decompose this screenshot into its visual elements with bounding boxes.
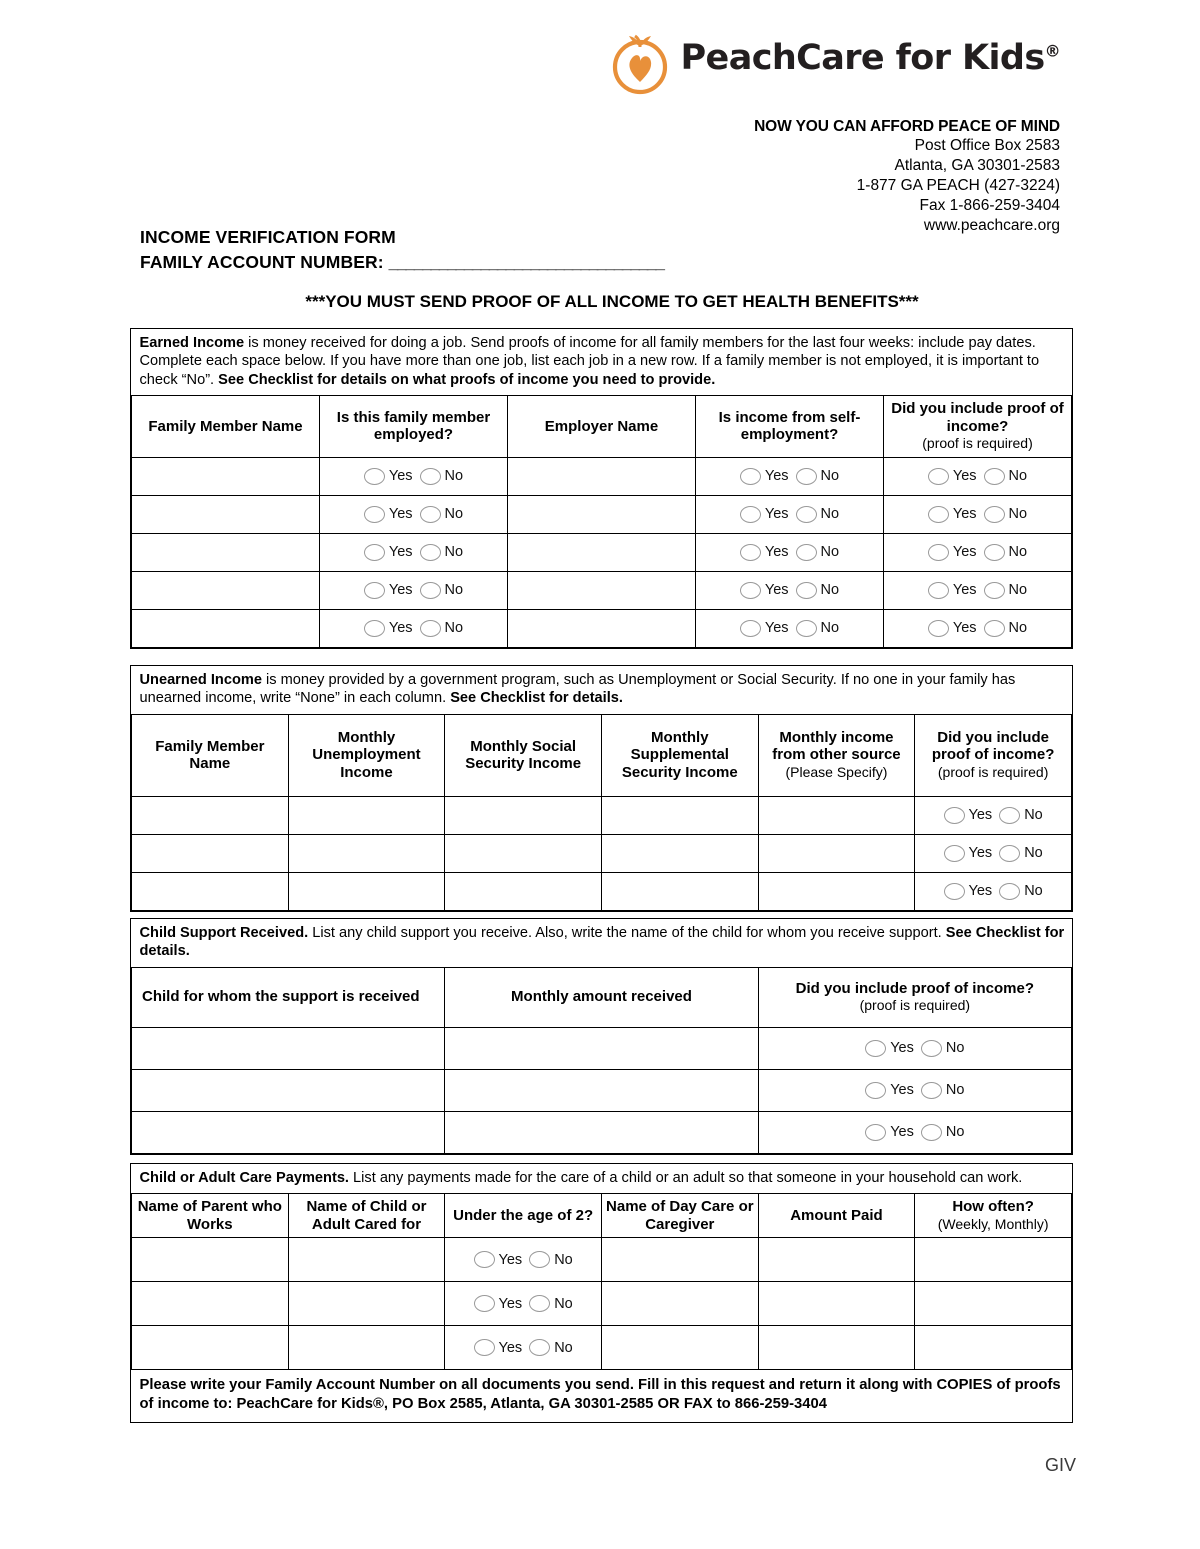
radio-circle-icon[interactable] — [984, 620, 1005, 637]
input-monthly-other-income[interactable] — [758, 872, 915, 910]
radio-self-employment-yes[interactable]: Yes — [740, 620, 789, 637]
col-header-family-member-name: Family Member Name — [132, 714, 289, 796]
col-header-under-age-2: Under the age of 2? — [445, 1194, 602, 1238]
radio-proof-yes[interactable]: Yes — [928, 544, 977, 561]
radio-circle-icon[interactable] — [740, 620, 761, 637]
col-header-monthly-other-income-main: Monthly income from other source — [772, 728, 901, 764]
radio-proof-yes[interactable]: Yes — [865, 1082, 914, 1099]
input-monthly-amount-received[interactable] — [445, 1069, 758, 1111]
radio-group-proof-included[interactable] — [758, 1027, 1071, 1069]
input-day-care-name[interactable] — [601, 1238, 758, 1282]
radio-circle-icon[interactable] — [984, 544, 1005, 561]
radio-proof-yes[interactable]: Yes — [928, 582, 977, 599]
input-family-member-name[interactable] — [132, 796, 289, 834]
radio-circle-icon[interactable] — [364, 506, 385, 523]
col-header-self-employment: Is income from self-employment? — [696, 395, 884, 457]
radio-circle-icon[interactable] — [364, 582, 385, 599]
radio-employed-no[interactable]: No — [420, 544, 464, 561]
input-family-member-name[interactable] — [132, 495, 320, 533]
radio-group-proof-included[interactable] — [915, 834, 1072, 872]
col-header-cared-for-name: Name of Child or Adult Cared for — [288, 1194, 445, 1238]
input-family-member-name[interactable] — [132, 872, 289, 910]
radio-under-age-2-no[interactable]: No — [529, 1295, 573, 1312]
radio-self-employment-no[interactable]: No — [796, 582, 840, 599]
radio-proof-no[interactable]: No — [999, 883, 1043, 900]
radio-circle-icon[interactable] — [928, 506, 949, 523]
radio-circle-icon[interactable] — [796, 506, 817, 523]
address-line-2: Atlanta, GA 30301-2583 — [894, 157, 1060, 174]
radio-proof-no[interactable]: No — [984, 544, 1028, 561]
radio-circle-icon[interactable] — [364, 468, 385, 485]
radio-employed-no[interactable]: No — [420, 582, 464, 599]
table-row — [132, 571, 1072, 609]
radio-group-proof-included[interactable] — [915, 796, 1072, 834]
col-header-proof-required-sub: (proof is required) — [937, 763, 1049, 780]
radio-circle-icon[interactable] — [865, 1040, 886, 1057]
radio-circle-icon[interactable] — [474, 1295, 495, 1312]
radio-circle-icon[interactable] — [364, 544, 385, 561]
radio-circle-icon[interactable] — [740, 582, 761, 599]
radio-group-employed[interactable] — [320, 457, 508, 495]
care-payments-intro — [132, 1164, 1072, 1194]
fax-line: Fax 1-866-259-3404 — [919, 197, 1060, 214]
radio-self-employment-yes[interactable]: Yes — [740, 506, 789, 523]
radio-circle-icon[interactable] — [928, 620, 949, 637]
section-care-payments — [130, 1163, 1073, 1423]
input-family-member-name[interactable] — [132, 533, 320, 571]
col-header-monthly-ssi: Monthly Supplemental Security Income — [601, 714, 758, 796]
input-amount-paid[interactable] — [758, 1238, 915, 1282]
radio-circle-icon[interactable] — [420, 468, 441, 485]
radio-group-under-age-2[interactable] — [445, 1238, 602, 1282]
input-day-care-name[interactable] — [601, 1282, 758, 1326]
radio-group-proof-included[interactable] — [884, 495, 1072, 533]
radio-circle-icon[interactable] — [420, 506, 441, 523]
tagline: NOW YOU CAN AFFORD PEACE OF MIND — [754, 118, 1060, 135]
radio-proof-yes[interactable]: Yes — [944, 845, 993, 862]
radio-circle-icon[interactable] — [984, 506, 1005, 523]
radio-group-self-employment[interactable] — [696, 495, 884, 533]
radio-circle-icon[interactable] — [999, 883, 1020, 900]
table-row — [132, 1326, 1072, 1370]
col-header-proof-included — [884, 395, 1072, 457]
input-child-name[interactable] — [132, 1069, 445, 1111]
radio-employed-yes[interactable]: Yes — [364, 582, 413, 599]
child-support-intro-bold: Child Support Received. — [139, 925, 309, 941]
letterhead — [580, 14, 1060, 236]
input-monthly-ssi[interactable] — [601, 796, 758, 834]
table-row — [132, 1111, 1072, 1153]
child-support-intro-bold-tail: See Checklist for details. — [139, 925, 1065, 960]
radio-circle-icon[interactable] — [865, 1082, 886, 1099]
input-cared-for-name[interactable] — [288, 1326, 445, 1370]
radio-employed-no[interactable]: No — [420, 506, 464, 523]
table-row — [132, 1027, 1072, 1069]
care-payments-intro-text: List any payments made for the care of a child or an adult so that someone in your household can work. — [349, 1170, 1023, 1186]
input-monthly-social-security-income[interactable] — [445, 796, 602, 834]
radio-circle-icon[interactable] — [420, 582, 441, 599]
input-monthly-ssi[interactable] — [601, 834, 758, 872]
family-account-number-label: FAMILY ACCOUNT NUMBER: — [140, 252, 384, 272]
child-support-intro — [132, 919, 1072, 967]
radio-circle-icon[interactable] — [796, 544, 817, 561]
radio-employed-yes[interactable]: Yes — [364, 620, 413, 637]
radio-circle-icon[interactable] — [928, 582, 949, 599]
radio-under-age-2-no[interactable]: No — [529, 1251, 573, 1268]
radio-employed-yes[interactable]: Yes — [364, 544, 413, 561]
radio-proof-no[interactable]: No — [999, 807, 1043, 824]
proof-banner: ***YOU MUST SEND PROOF OF ALL INCOME TO GET HEALTH BENEFITS*** — [305, 292, 919, 311]
earned-income-intro-bold-tail: See Checklist for details on what proofs of income you need to provide. — [218, 371, 716, 388]
radio-under-age-2-yes[interactable]: Yes — [474, 1251, 523, 1268]
earned-income-intro-text: is money received for doing a job. Send proofs of income for all family members for the last four weeks: include pay dates. Complete each space below. If you have more than one job, list each job in a new row. If a family member is not employed, it is important to check “No”. — [139, 335, 1040, 388]
radio-self-employment-no[interactable]: No — [796, 620, 840, 637]
radio-group-proof-included[interactable] — [915, 872, 1072, 910]
radio-self-employment-no[interactable]: No — [796, 468, 840, 485]
radio-circle-icon[interactable] — [999, 807, 1020, 824]
input-employer-name[interactable] — [508, 495, 696, 533]
input-monthly-amount-received[interactable] — [445, 1111, 758, 1153]
unearned-income-intro-text: is money provided by a government program, such as Unemployment or Social Security. If no one in your family has unearned income, write “None” in each column. — [139, 672, 1016, 707]
input-employer-name[interactable] — [508, 609, 696, 647]
input-employer-name[interactable] — [508, 457, 696, 495]
radio-circle-icon[interactable] — [928, 544, 949, 561]
radio-circle-icon[interactable] — [474, 1251, 495, 1268]
radio-proof-yes[interactable]: Yes — [928, 506, 977, 523]
input-parent-name[interactable] — [132, 1282, 289, 1326]
radio-proof-yes[interactable]: Yes — [928, 468, 977, 485]
radio-proof-yes[interactable]: Yes — [928, 620, 977, 637]
input-day-care-name[interactable] — [601, 1326, 758, 1370]
input-monthly-ssi[interactable] — [601, 872, 758, 910]
family-account-number-blank[interactable]: _________________________________ — [388, 252, 664, 272]
table-row — [132, 872, 1072, 910]
unearned-income-intro-bold-tail: See Checklist for details. — [450, 690, 623, 707]
col-header-parent-name: Name of Parent who Works — [132, 1194, 289, 1238]
radio-group-self-employment[interactable] — [696, 533, 884, 571]
brand-wordmark: PeachCare for Kids® — [680, 37, 1060, 78]
input-parent-name[interactable] — [132, 1326, 289, 1370]
col-header-employer-name: Employer Name — [508, 395, 696, 457]
radio-employed-yes[interactable]: Yes — [364, 468, 413, 485]
radio-circle-icon[interactable] — [364, 620, 385, 637]
table-row — [132, 1282, 1072, 1326]
radio-proof-no[interactable]: No — [921, 1124, 965, 1141]
radio-self-employment-yes[interactable]: Yes — [740, 582, 789, 599]
input-cared-for-name[interactable] — [288, 1238, 445, 1282]
radio-group-self-employment[interactable] — [696, 609, 884, 647]
earned-income-intro — [132, 329, 1072, 395]
radio-group-self-employment[interactable] — [696, 571, 884, 609]
radio-circle-icon[interactable] — [921, 1124, 942, 1141]
radio-group-proof-included[interactable] — [884, 533, 1072, 571]
radio-group-proof-included[interactable] — [758, 1069, 1071, 1111]
radio-self-employment-no[interactable]: No — [796, 506, 840, 523]
radio-employed-no[interactable]: No — [420, 620, 464, 637]
radio-proof-yes[interactable]: Yes — [865, 1040, 914, 1057]
radio-group-proof-included[interactable] — [758, 1111, 1071, 1153]
table-row — [132, 457, 1072, 495]
input-monthly-unemployment-income[interactable] — [288, 872, 445, 910]
radio-proof-no[interactable]: No — [921, 1040, 965, 1057]
care-payments-intro-bold: Child or Adult Care Payments. — [139, 1170, 349, 1186]
input-parent-name[interactable] — [132, 1238, 289, 1282]
radio-employed-yes[interactable]: Yes — [364, 506, 413, 523]
family-account-number-field[interactable] — [140, 252, 664, 273]
radio-proof-yes[interactable]: Yes — [944, 883, 993, 900]
input-family-member-name[interactable] — [132, 609, 320, 647]
input-how-often[interactable] — [915, 1238, 1072, 1282]
unearned-income-intro-bold: Unearned Income — [139, 672, 262, 688]
table-row — [132, 796, 1072, 834]
input-family-member-name[interactable] — [132, 834, 289, 872]
col-header-how-often-sub: (Weekly, Monthly) — [937, 1215, 1049, 1232]
input-monthly-other-income[interactable] — [758, 834, 915, 872]
section-unearned-income — [130, 665, 1073, 912]
radio-circle-icon[interactable] — [999, 845, 1020, 862]
input-how-often[interactable] — [915, 1282, 1072, 1326]
radio-proof-no[interactable]: No — [984, 506, 1028, 523]
address-line-1: Post Office Box 2583 — [914, 137, 1060, 154]
radio-circle-icon[interactable] — [944, 845, 965, 862]
radio-circle-icon[interactable] — [921, 1082, 942, 1099]
col-header-proof-included-main: Did you include proof of income? — [891, 400, 1064, 435]
brand-logo — [580, 14, 1060, 106]
input-monthly-unemployment-income[interactable] — [288, 834, 445, 872]
registered-mark: ® — [1044, 40, 1060, 60]
radio-proof-no[interactable]: No — [921, 1082, 965, 1099]
radio-proof-no[interactable]: No — [984, 620, 1028, 637]
radio-self-employment-yes[interactable]: Yes — [740, 544, 789, 561]
col-header-is-employed: Is this family member employed? — [320, 395, 508, 457]
input-how-often[interactable] — [915, 1326, 1072, 1370]
input-monthly-social-security-income[interactable] — [445, 834, 602, 872]
input-monthly-unemployment-income[interactable] — [288, 796, 445, 834]
radio-under-age-2-yes[interactable]: Yes — [474, 1295, 523, 1312]
col-header-monthly-other-income — [758, 714, 915, 796]
radio-group-employed[interactable] — [320, 571, 508, 609]
table-row — [132, 1069, 1072, 1111]
radio-circle-icon[interactable] — [944, 807, 965, 824]
table-row — [132, 1238, 1072, 1282]
input-family-member-name[interactable] — [132, 571, 320, 609]
input-monthly-amount-received[interactable] — [445, 1027, 758, 1069]
input-amount-paid[interactable] — [758, 1326, 915, 1370]
radio-group-self-employment[interactable] — [696, 457, 884, 495]
radio-circle-icon[interactable] — [474, 1339, 495, 1356]
earned-income-intro-bold: Earned Income — [139, 335, 245, 351]
input-amount-paid[interactable] — [758, 1282, 915, 1326]
col-header-family-member-name: Family Member Name — [132, 395, 320, 457]
radio-circle-icon[interactable] — [984, 468, 1005, 485]
radio-group-employed[interactable] — [320, 533, 508, 571]
col-header-proof-required-sub: (proof is required) — [859, 997, 971, 1014]
unearned-income-intro — [132, 666, 1072, 714]
website-line: www.peachcare.org — [923, 217, 1060, 234]
col-header-monthly-unemployment-income: Monthly Unemployment Income — [288, 714, 445, 796]
col-header-how-often — [915, 1194, 1072, 1238]
radio-circle-icon[interactable] — [420, 620, 441, 637]
col-header-proof-included — [758, 967, 1071, 1027]
col-header-proof-included-main: Did you include proof of income? — [931, 728, 1055, 764]
radio-under-age-2-yes[interactable]: Yes — [474, 1339, 523, 1356]
radio-proof-no[interactable]: No — [999, 845, 1043, 862]
child-support-intro-text: List any child support you receive. Also, write the name of the child for whom you receive support. — [308, 925, 946, 941]
radio-proof-no[interactable]: No — [984, 468, 1028, 485]
table-row — [132, 495, 1072, 533]
radio-circle-icon[interactable] — [420, 544, 441, 561]
input-employer-name[interactable] — [508, 533, 696, 571]
peach-heart-logo-icon — [607, 24, 673, 96]
radio-group-under-age-2[interactable] — [445, 1326, 602, 1370]
table-row — [132, 533, 1072, 571]
col-header-how-often-main: How often? — [952, 1198, 1034, 1216]
col-header-proof-included-main: Did you include proof of income? — [795, 979, 1034, 997]
table-row — [132, 834, 1072, 872]
phone-line: 1-877 GA PEACH (427-3224) — [856, 177, 1060, 194]
radio-circle-icon[interactable] — [529, 1339, 550, 1356]
col-header-monthly-amount-received: Monthly amount received — [445, 967, 758, 1027]
section-earned-income — [130, 328, 1073, 649]
radio-group-employed[interactable] — [320, 609, 508, 647]
input-child-name[interactable] — [132, 1111, 445, 1153]
col-header-child-name: Child for whom the support is received — [132, 967, 445, 1027]
radio-circle-icon[interactable] — [740, 544, 761, 561]
radio-circle-icon[interactable] — [984, 582, 1005, 599]
radio-group-proof-included[interactable] — [884, 571, 1072, 609]
radio-self-employment-yes[interactable]: Yes — [740, 468, 789, 485]
radio-group-under-age-2[interactable] — [445, 1282, 602, 1326]
page-mark: GIV — [1044, 1455, 1076, 1475]
radio-group-proof-included[interactable] — [884, 609, 1072, 647]
radio-proof-yes[interactable]: Yes — [944, 807, 993, 824]
radio-circle-icon[interactable] — [529, 1295, 550, 1312]
radio-circle-icon[interactable] — [796, 620, 817, 637]
col-header-proof-included — [915, 714, 1072, 796]
input-family-member-name[interactable] — [132, 457, 320, 495]
radio-circle-icon[interactable] — [740, 506, 761, 523]
section-child-support — [130, 918, 1073, 1155]
radio-circle-icon[interactable] — [921, 1040, 942, 1057]
radio-circle-icon[interactable] — [740, 468, 761, 485]
col-header-monthly-social-security-income: Monthly Social Security Income — [445, 714, 602, 796]
input-cared-for-name[interactable] — [288, 1282, 445, 1326]
col-header-please-specify-sub: (Please Specify) — [785, 763, 888, 780]
input-employer-name[interactable] — [508, 571, 696, 609]
col-header-day-care-name: Name of Day Care or Caregiver — [601, 1194, 758, 1238]
page-title: INCOME VERIFICATION FORM — [140, 227, 396, 247]
input-monthly-social-security-income[interactable] — [445, 872, 602, 910]
radio-under-age-2-no[interactable]: No — [529, 1339, 573, 1356]
radio-circle-icon[interactable] — [865, 1124, 886, 1141]
radio-circle-icon[interactable] — [796, 468, 817, 485]
radio-circle-icon[interactable] — [944, 883, 965, 900]
col-header-proof-required-sub: (proof is required) — [922, 435, 1033, 452]
radio-proof-no[interactable]: No — [984, 582, 1028, 599]
col-header-amount-paid: Amount Paid — [758, 1194, 915, 1238]
radio-self-employment-no[interactable]: No — [796, 544, 840, 561]
radio-group-proof-included[interactable] — [884, 457, 1072, 495]
radio-proof-yes[interactable]: Yes — [865, 1124, 914, 1141]
radio-employed-no[interactable]: No — [420, 468, 464, 485]
table-row — [132, 609, 1072, 647]
input-monthly-other-income[interactable] — [758, 796, 915, 834]
input-child-name[interactable] — [132, 1027, 445, 1069]
radio-group-employed[interactable] — [320, 495, 508, 533]
mailing-instructions: Please write your Family Account Number on all documents you send. Fill in this request and return it along with COPIES of proofs of income to: PeachCare for Kids®, PO Box 2585, Atlanta, GA 30301-2585 OR FAX to 866-259-3404 — [132, 1370, 1072, 1423]
radio-circle-icon[interactable] — [928, 468, 949, 485]
radio-circle-icon[interactable] — [796, 582, 817, 599]
radio-circle-icon[interactable] — [529, 1251, 550, 1268]
